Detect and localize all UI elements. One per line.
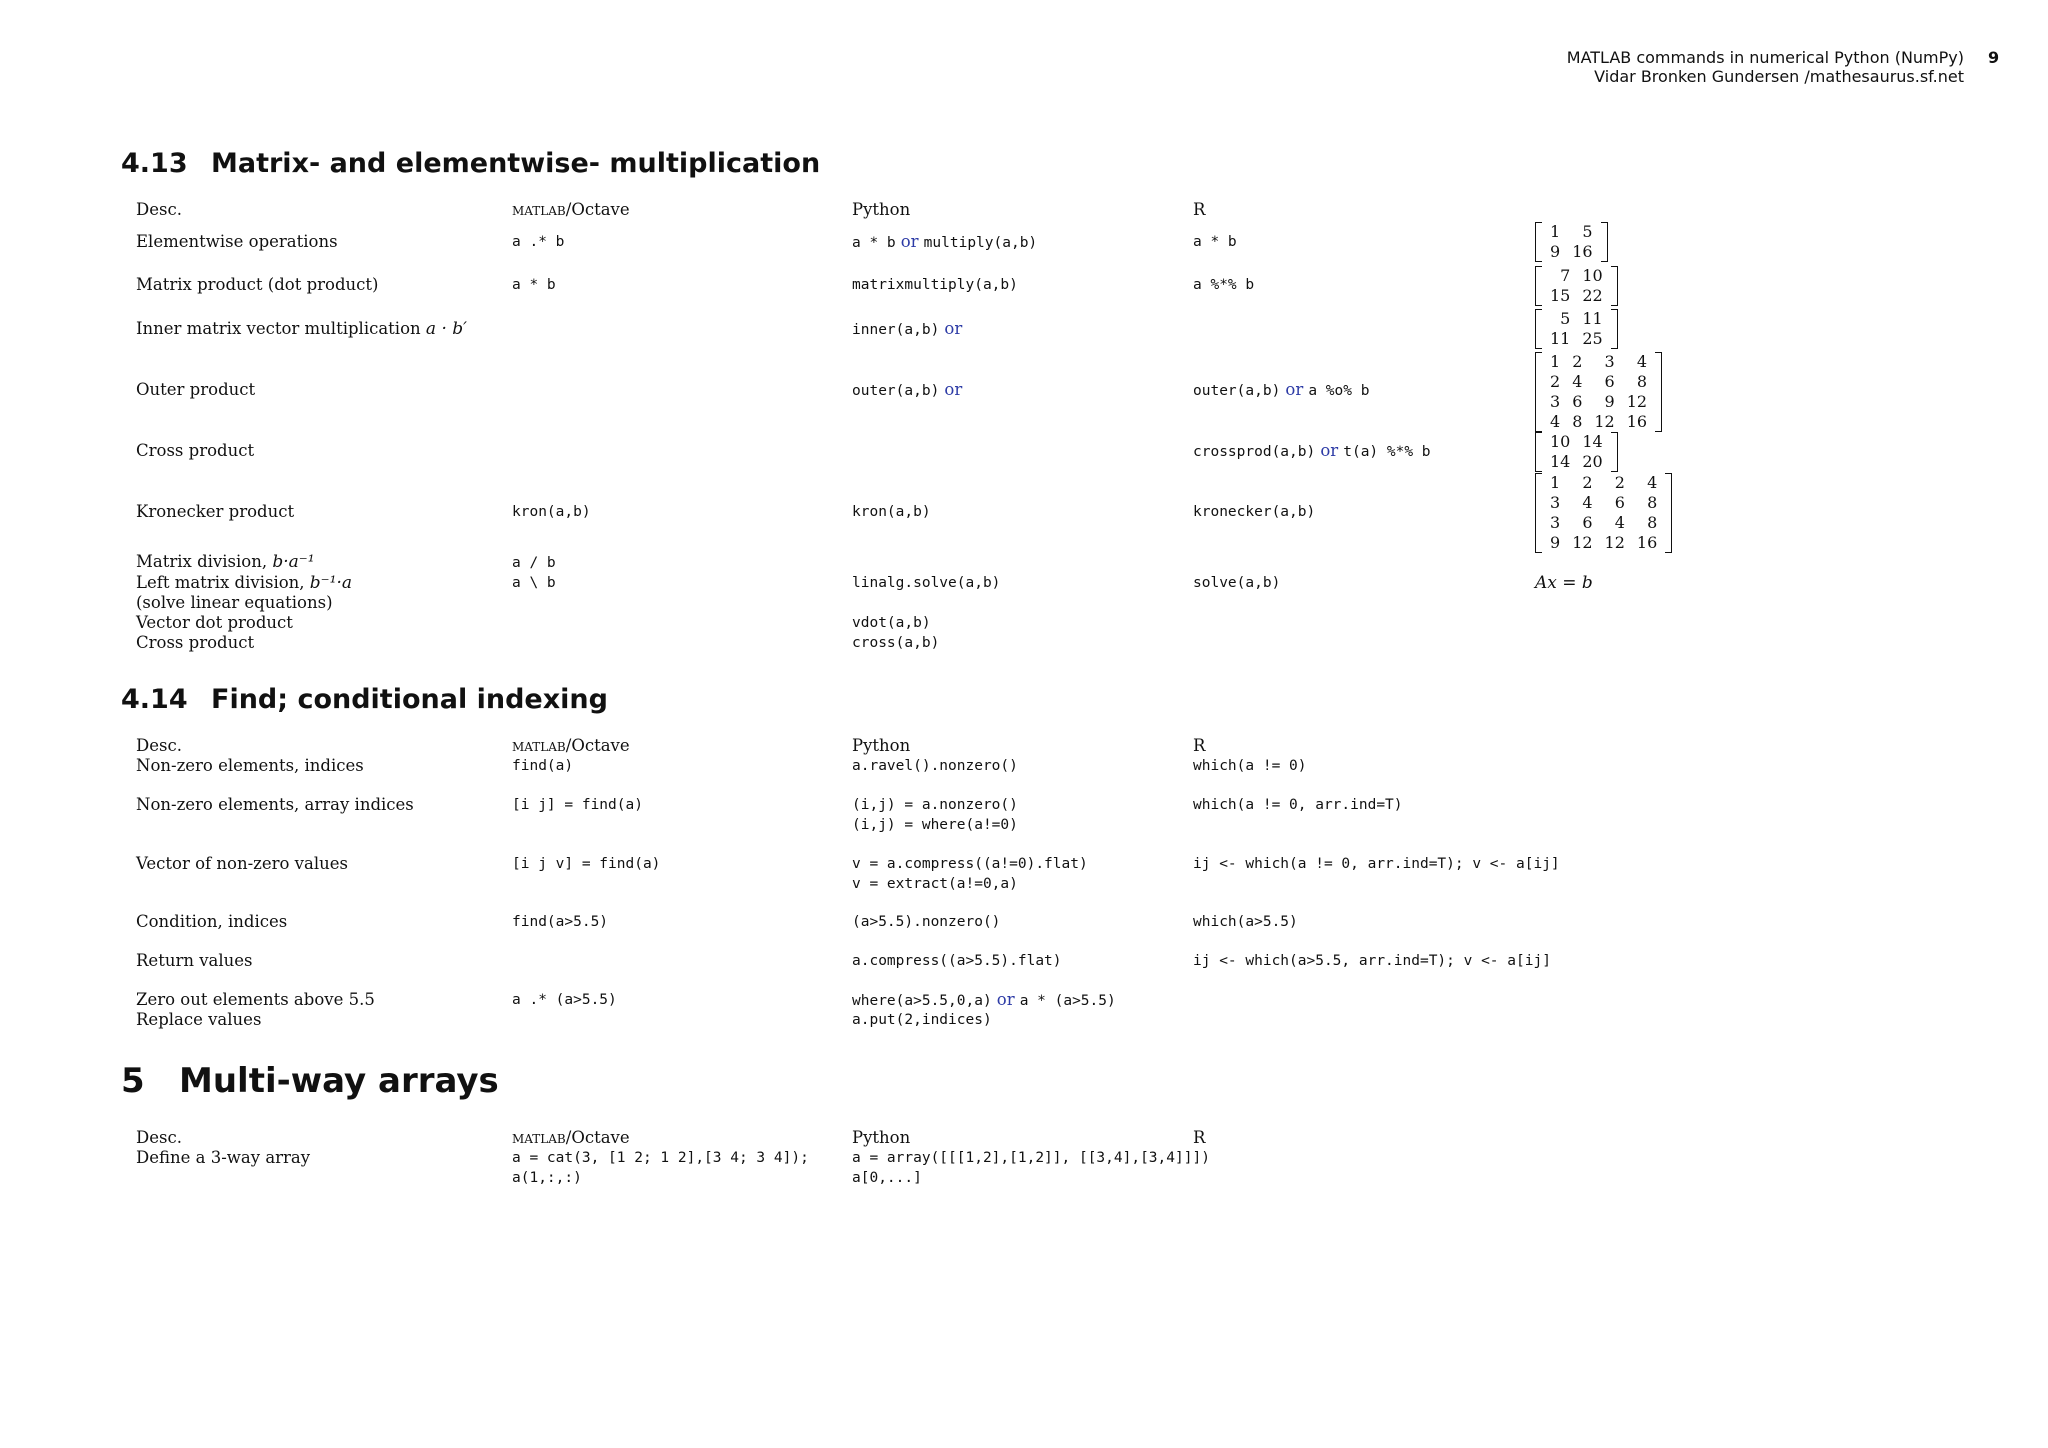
matrix-cell: 3	[1550, 513, 1561, 532]
col-header-matlab: matlab/Octave	[512, 1128, 630, 1147]
r-code: ij <- which(a != 0, arr.ind=T); v <- a[ij]	[1193, 856, 1560, 872]
matrix-row	[1544, 473, 1663, 493]
row-desc: Replace values	[136, 1010, 262, 1029]
r-code: solve(a,b)	[1193, 575, 1281, 591]
section-number: 4.14	[121, 684, 188, 715]
section-4-13-heading	[121, 148, 820, 179]
matrix-cell: 8	[1647, 513, 1658, 532]
matrix-cell: 20	[1582, 452, 1603, 471]
row-desc: Kronecker product	[136, 502, 295, 521]
python-code: kron(a,b)	[852, 504, 931, 520]
result-equation: Ax = b	[1535, 573, 1593, 593]
r-code: ij <- which(a>5.5, arr.ind=T); v <- a[ij]	[1193, 953, 1551, 969]
col-header-r: R	[1193, 200, 1206, 219]
matrix-cell: 4	[1582, 493, 1593, 512]
col-header-desc: Desc.	[136, 200, 182, 219]
col-header-matlab: matlab/Octave	[512, 736, 630, 755]
row-desc: Vector dot product	[136, 613, 293, 632]
r-code: crossprod(a,b) or t(a) %*% b	[1193, 441, 1431, 460]
r-code: which(a != 0)	[1193, 758, 1307, 774]
matrix-row	[1544, 352, 1653, 372]
matrix-row	[1544, 533, 1663, 553]
r-code: outer(a,b) or a %o% b	[1193, 380, 1370, 399]
matrix-cell: 3	[1604, 352, 1615, 371]
matrix-cell: 1	[1550, 222, 1561, 241]
python-code: (i,j) = a.nonzero()	[852, 797, 1018, 813]
matrix-row	[1544, 493, 1663, 513]
python-code: vdot(a,b)	[852, 615, 931, 631]
matlab-code: a .* b	[512, 234, 565, 250]
matrix-cell: 5	[1582, 222, 1593, 241]
matrix-cell: 16	[1572, 242, 1593, 261]
matlab-code: kron(a,b)	[512, 504, 591, 520]
python-code: a.ravel().nonzero()	[852, 758, 1018, 774]
matrix-cell: 6	[1604, 372, 1615, 391]
col-header-r: R	[1193, 1128, 1206, 1147]
matrix-cell: 16	[1636, 533, 1658, 552]
matrix-cell: 12	[1594, 412, 1615, 431]
col-header-desc: Desc.	[136, 736, 182, 755]
result-matrix	[1535, 266, 1618, 306]
matrix-cell: 4	[1636, 352, 1648, 371]
matlab-code: a * b	[512, 277, 556, 293]
row-desc: Matrix division, b·a⁻¹	[136, 552, 315, 572]
row-desc: Non-zero elements, indices	[136, 756, 364, 775]
row-desc: Zero out elements above 5.5	[136, 990, 375, 1009]
matrix-cell: 9	[1550, 533, 1561, 552]
col-header-python: Python	[852, 1128, 911, 1147]
matrix-cell: 2	[1614, 473, 1625, 492]
matlab-code: [i j] = find(a)	[512, 797, 643, 813]
matrix-row	[1544, 242, 1599, 262]
section-title: Multi-way arrays	[179, 1061, 499, 1101]
header-title: MATLAB commands in numerical Python (NumPy)	[1566, 48, 1964, 67]
row-desc-continued: (solve linear equations)	[136, 593, 333, 612]
python-code: v = a.compress((a!=0).flat)	[852, 856, 1088, 872]
row-desc: Inner matrix vector multiplication a · b′	[136, 319, 467, 339]
matrix-cell: 12	[1626, 392, 1648, 411]
python-code: cross(a,b)	[852, 635, 940, 651]
matrix-cell: 2	[1550, 372, 1561, 391]
matrix-cell: 8	[1572, 412, 1583, 431]
matrix-cell: 11	[1582, 309, 1603, 328]
row-desc: Cross product	[136, 633, 255, 652]
matlab-code: a \ b	[512, 575, 556, 591]
matrix-table	[1544, 352, 1653, 432]
matrix-cell: 2	[1582, 473, 1593, 492]
section-4-14-heading	[121, 684, 608, 715]
result-matrix	[1535, 352, 1662, 432]
row-desc: Condition, indices	[136, 912, 288, 931]
matrix-row	[1544, 513, 1663, 533]
matrix-cell: 22	[1582, 286, 1603, 305]
python-code: a.compress((a>5.5).flat)	[852, 953, 1062, 969]
matrix-cell: 12	[1572, 533, 1593, 552]
matrix-cell: 9	[1550, 242, 1561, 261]
python-code: a[0,...]	[852, 1170, 922, 1186]
matrix-cell: 6	[1572, 392, 1583, 411]
matrix-cell: 6	[1582, 513, 1593, 532]
matlab-code: a / b	[512, 555, 556, 571]
python-code: where(a>5.5,0,a) or a * (a>5.5)	[852, 990, 1116, 1009]
matlab-code: a = cat(3, [1 2; 1 2],[3 4; 3 4]);	[512, 1150, 809, 1166]
row-desc: Define a 3-way array	[136, 1148, 311, 1167]
r-code: a * b	[1193, 234, 1237, 250]
matlab-code: a .* (a>5.5)	[512, 992, 617, 1008]
matrix-table	[1544, 266, 1609, 306]
r-code: kronecker(a,b)	[1193, 504, 1316, 520]
row-desc: Return values	[136, 951, 253, 970]
matrix-cell: 4	[1572, 372, 1583, 391]
col-header-python: Python	[852, 200, 911, 219]
matrix-table	[1544, 309, 1609, 349]
python-code: (a>5.5).nonzero()	[852, 914, 1001, 930]
matrix-cell: 4	[1614, 513, 1625, 532]
matlab-code: [i j v] = find(a)	[512, 856, 661, 872]
matlab-code: a(1,:,:)	[512, 1170, 582, 1186]
matrix-row	[1544, 222, 1599, 242]
python-code: a.put(2,indices)	[852, 1012, 992, 1028]
row-desc: Cross product	[136, 441, 255, 460]
header-author: Vidar Bronken Gundersen /mathesaurus.sf.net	[1594, 67, 1964, 86]
row-desc: Vector of non-zero values	[136, 854, 348, 873]
running-header	[1567, 48, 1964, 86]
python-code: outer(a,b) or	[852, 380, 963, 399]
section-number: 4.13	[121, 148, 188, 179]
matrix-cell: 14	[1550, 452, 1571, 471]
section-title: Matrix- and elementwise- multiplication	[211, 148, 821, 179]
result-matrix	[1535, 309, 1618, 349]
r-code: which(a != 0, arr.ind=T)	[1193, 797, 1403, 813]
python-code: matrixmultiply(a,b)	[852, 277, 1018, 293]
matrix-row	[1544, 372, 1653, 392]
r-code: which(a>5.5)	[1193, 914, 1298, 930]
col-header-r: R	[1193, 736, 1206, 755]
python-code: linalg.solve(a,b)	[852, 575, 1001, 591]
matrix-row	[1544, 329, 1609, 349]
col-header-python: Python	[852, 736, 911, 755]
python-code: a * b or multiply(a,b)	[852, 232, 1038, 251]
matrix-cell: 9	[1604, 392, 1615, 411]
row-desc: Left matrix division, b⁻¹·a	[136, 573, 352, 593]
python-code: inner(a,b) or	[852, 319, 963, 338]
python-code: a = array([[[1,2],[1,2]], [[3,4],[3,4]]])	[852, 1150, 1210, 1166]
section-5-heading	[121, 1061, 499, 1101]
result-matrix	[1535, 222, 1608, 262]
matrix-cell: 1	[1550, 473, 1561, 492]
matrix-cell: 6	[1614, 493, 1625, 512]
matrix-cell: 25	[1582, 329, 1603, 348]
matrix-cell: 2	[1572, 352, 1583, 371]
matrix-row	[1544, 412, 1653, 432]
matrix-row	[1544, 266, 1609, 286]
row-desc: Outer product	[136, 380, 256, 399]
matrix-cell: 3	[1550, 493, 1561, 512]
matrix-cell: 15	[1550, 286, 1571, 305]
matrix-table	[1544, 222, 1599, 262]
matrix-row	[1544, 432, 1609, 452]
matrix-table	[1544, 473, 1663, 553]
python-code: (i,j) = where(a!=0)	[852, 817, 1018, 833]
matrix-cell: 5	[1560, 309, 1571, 328]
col-header-matlab: matlab/Octave	[512, 200, 630, 219]
matlab-code: find(a)	[512, 758, 574, 774]
matrix-cell: 16	[1626, 412, 1648, 431]
page-number: 9	[1988, 48, 2000, 67]
matrix-cell: 12	[1604, 533, 1625, 552]
matrix-row	[1544, 286, 1609, 306]
matrix-row	[1544, 309, 1609, 329]
matlab-code: find(a>5.5)	[512, 914, 609, 930]
python-code: v = extract(a!=0,a)	[852, 876, 1018, 892]
result-matrix	[1535, 432, 1618, 472]
row-desc: Matrix product (dot product)	[136, 275, 379, 294]
matrix-cell: 14	[1582, 432, 1603, 451]
col-header-desc: Desc.	[136, 1128, 182, 1147]
matrix-row	[1544, 392, 1653, 412]
matrix-table	[1544, 432, 1609, 472]
section-title: Find; conditional indexing	[211, 684, 608, 715]
matrix-cell: 8	[1636, 372, 1648, 391]
row-desc: Elementwise operations	[136, 232, 338, 251]
r-code: a %*% b	[1193, 277, 1255, 293]
result-matrix	[1535, 473, 1672, 553]
row-desc: Non-zero elements, array indices	[136, 795, 414, 814]
matrix-row	[1544, 452, 1609, 472]
matrix-cell: 4	[1550, 412, 1561, 431]
matrix-cell: 8	[1647, 493, 1658, 512]
matrix-cell: 1	[1550, 352, 1561, 371]
matrix-cell: 10	[1582, 266, 1603, 285]
matrix-cell: 4	[1647, 473, 1658, 492]
matrix-cell: 7	[1560, 266, 1571, 285]
section-number: 5	[121, 1061, 145, 1101]
matrix-cell: 3	[1550, 392, 1561, 411]
matrix-cell: 10	[1550, 432, 1571, 451]
matrix-cell: 11	[1550, 329, 1571, 348]
